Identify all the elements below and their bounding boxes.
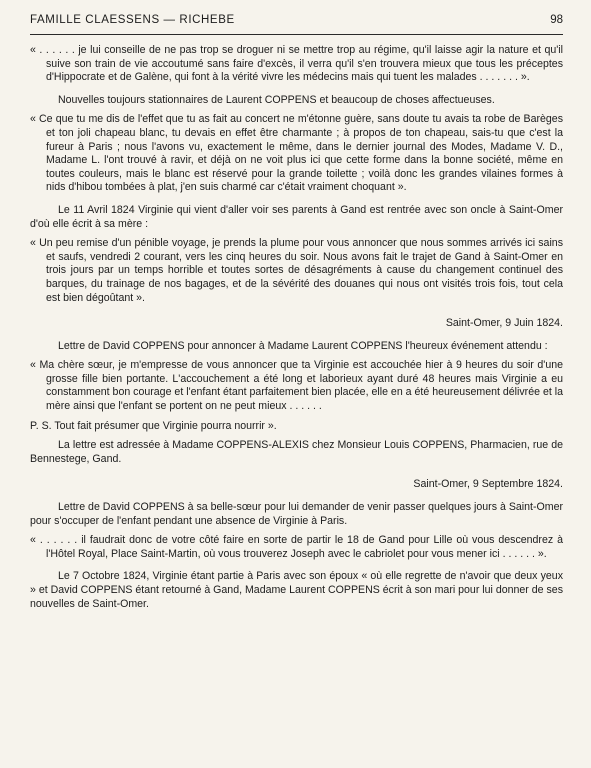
narrative-paragraph: Lettre de David COPPENS pour annoncer à Madame Laurent COPPENS l'heureux événement attendu : [58,339,548,352]
narrative-paragraph: Lettre de David COPPENS à sa belle-sœur pour lui demander de venir passer quelques jours à Saint-Omer pour s'occuper de l'enfant pendant une absence de Virginie à Paris. [30,501,563,527]
letter-dateline: Saint-Omer, 9 Septembre 1824. [413,478,563,491]
narrative-paragraph: Le 7 Octobre 1824, Virginie étant partie à Paris avec son époux « où elle regrette de n'avoir que deux yeux » et David COPPENS étant retourné à Gand, Madame Laurent COPPENS écrit à son mari pour lui donner de ses nouvelles de Saint-Omer. [30,570,563,610]
header-rule [30,34,563,35]
letter-dateline: Saint-Omer, 9 Juin 1824. [445,317,563,330]
page-number: 98 [550,14,563,26]
page-body [30,44,563,611]
running-title: FAMILLE CLAESSENS — RICHEBE [30,14,235,26]
narrative-paragraph: La lettre est adressée à Madame COPPENS-ALEXIS chez Monsieur Louis COPPENS, Pharmacien, rue de Bennestege, Gand. [30,439,563,465]
quote-paragraph: « Un peu remise d'un pénible voyage, je prends la plume pour vous annoncer que nous sommes arrivés ici sains et saufs, vendredi 2 courant, vers les cinq heures du soir. Nous avons fait le trajet de Gand à Saint-Omer en trois jours par un temps horrible et toutes sortes de désagréments à cause du changement continuel des barques, du trainage de nos bagages, et de la sévérité des douanes qui nous ont visités trois fois, tout cela est bien dégoûtant ». [30,237,563,304]
quote-paragraph: « Ma chère sœur, je m'empresse de vous annoncer que ta Virginie est accouchée hier à 9 heures du soir d'une grosse fille bien portante. L'accouchement a été long et laborieux ayant duré 48 heures mais Virginie a eu constamment bon courage et l'enfant étant parfaitement bien placée, elle en a été heureusement délivrée et la mère ainsi que l'enfant se portent on ne peut mieux . . . . . . [30,359,563,413]
narrative-paragraph: Nouvelles toujours stationnaires de Laurent COPPENS et beaucoup de choses affectueuses. [58,93,495,106]
quote-paragraph: « Ce que tu me dis de l'effet que tu as fait au concert ne m'étonne guère, sans doute tu avais ta robe de Barèges et ton joli chapeau blanc, tu devais en effet être charmante ; à propos de ton chapeau, sais-tu que c'est la fureur à Paris ; nous l'avons vu, exactement le même, dans le dernier journal des Modes, Madame V. D., Madame L. l'ont trouvé à ravir, et déjà on ne voit plus ici que cette forme dans la bonne société, même en toutes couleurs, mais le blanc est réservé pour la grande toilette ; voilà donc les grandes vilaines formes à nids d'hibou tombées à plat, j'en suis charmé car c'était vraiment choquant ». [30,113,563,194]
quote-paragraph: « . . . . . . il faudrait donc de votre côté faire en sorte de partir le 18 de Gand pour Lille où vous descendrez à l'Hôtel Royal, Place Saint-Martin, où vous trouverez Joseph avec le cabriolet pour vous mener ici . . . . . . ». [30,534,563,560]
narrative-paragraph: Le 11 Avril 1824 Virginie qui vient d'aller voir ses parents à Gand est rentrée avec son oncle à Saint-Omer d'où elle écrit à sa mère : [30,203,563,230]
quote-paragraph: « . . . . . . je lui conseille de ne pas trop se droguer ni se mettre trop au régime, qu'il laisse agir la nature et qu'il suive son train de vie accoutumé sans faire d'excès, il verra qu'il s'en trouvera mieux que tous les préceptes d'Hippocrate et de Galène, qui font à la vérité vivre les médecins mais qui tuent les malades . . . . . . . ». [30,44,563,84]
page-header [30,14,563,32]
postscript: P. S. Tout fait présumer que Virginie pourra nourrir ». [30,419,277,432]
